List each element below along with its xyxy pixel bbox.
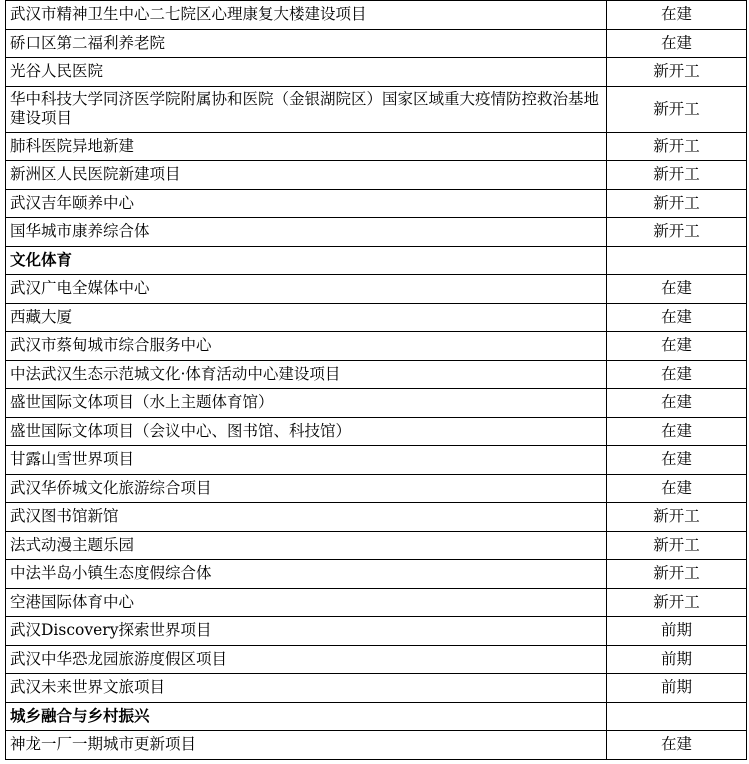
project-status-cell: 在建	[607, 474, 747, 503]
project-name-cell: 肺科医院异地新建	[6, 132, 607, 161]
project-status-cell: 在建	[607, 446, 747, 475]
project-name-cell: 武汉广电全媒体中心	[6, 275, 607, 304]
project-name-cell: 国华城市康养综合体	[6, 218, 607, 247]
table-row	[6, 58, 747, 87]
table-row	[6, 446, 747, 475]
project-name-cell: 盛世国际文体项目（会议中心、图书馆、科技馆）	[6, 417, 607, 446]
table-row	[6, 617, 747, 646]
table-row	[6, 218, 747, 247]
project-status-cell: 新开工	[607, 531, 747, 560]
table-row	[6, 560, 747, 589]
project-status-cell: 新开工	[607, 58, 747, 87]
table-row	[6, 645, 747, 674]
table-row	[6, 674, 747, 703]
project-status-cell: 在建	[607, 29, 747, 58]
project-status-cell: 新开工	[607, 588, 747, 617]
project-status-cell: 前期	[607, 645, 747, 674]
project-status-cell: 在建	[607, 1, 747, 30]
table-row	[6, 360, 747, 389]
project-name-cell: 中法武汉生态示范城文化·体育活动中心建设项目	[6, 360, 607, 389]
project-status-cell: 在建	[607, 389, 747, 418]
section-title: 城乡融合与乡村振兴	[6, 702, 607, 731]
table-row	[6, 474, 747, 503]
section-header-row	[6, 246, 747, 275]
project-table	[5, 0, 747, 760]
project-name-cell: 中法半岛小镇生态度假综合体	[6, 560, 607, 589]
project-name-cell: 甘露山雪世界项目	[6, 446, 607, 475]
project-name-cell: 武汉中华恐龙园旅游度假区项目	[6, 645, 607, 674]
project-name-cell: 硚口区第二福利养老院	[6, 29, 607, 58]
project-table-body	[6, 1, 747, 760]
project-name-cell: 西藏大厦	[6, 303, 607, 332]
project-name-cell: 武汉未来世界文旅项目	[6, 674, 607, 703]
project-name-cell: 武汉华侨城文化旅游综合项目	[6, 474, 607, 503]
project-status-cell: 在建	[607, 303, 747, 332]
project-name-cell: 新洲区人民医院新建项目	[6, 161, 607, 190]
table-row	[6, 1, 747, 30]
project-name-cell: 法式动漫主题乐园	[6, 531, 607, 560]
table-row	[6, 588, 747, 617]
project-status-cell	[607, 702, 747, 731]
project-name-cell: 武汉吉年颐养中心	[6, 189, 607, 218]
section-header-row	[6, 702, 747, 731]
table-row	[6, 531, 747, 560]
table-row	[6, 189, 747, 218]
project-name-cell: 武汉市精神卫生中心二七院区心理康复大楼建设项目	[6, 1, 607, 30]
project-name-cell: 武汉Discovery探索世界项目	[6, 617, 607, 646]
project-name-cell: 武汉市蔡甸城市综合服务中心	[6, 332, 607, 361]
project-name-cell: 盛世国际文体项目（水上主题体育馆）	[6, 389, 607, 418]
table-row	[6, 389, 747, 418]
project-status-cell	[607, 246, 747, 275]
table-row	[6, 132, 747, 161]
project-status-cell: 在建	[607, 731, 747, 760]
table-row	[6, 86, 747, 132]
table-row	[6, 503, 747, 532]
project-name-cell: 武汉图书馆新馆	[6, 503, 607, 532]
table-row	[6, 275, 747, 304]
project-status-cell: 前期	[607, 674, 747, 703]
project-status-cell: 在建	[607, 332, 747, 361]
project-status-cell: 新开工	[607, 161, 747, 190]
project-status-cell: 新开工	[607, 218, 747, 247]
table-row	[6, 332, 747, 361]
table-row	[6, 731, 747, 760]
section-title: 文化体育	[6, 246, 607, 275]
project-status-cell: 新开工	[607, 503, 747, 532]
project-status-cell: 在建	[607, 360, 747, 389]
project-status-cell: 新开工	[607, 86, 747, 132]
project-status-cell: 在建	[607, 417, 747, 446]
table-row	[6, 161, 747, 190]
project-status-cell: 前期	[607, 617, 747, 646]
project-name-cell: 神龙一厂一期城市更新项目	[6, 731, 607, 760]
project-status-cell: 新开工	[607, 189, 747, 218]
project-status-cell: 在建	[607, 275, 747, 304]
project-name-cell: 光谷人民医院	[6, 58, 607, 87]
project-name-cell: 空港国际体育中心	[6, 588, 607, 617]
table-row	[6, 417, 747, 446]
project-name-cell: 华中科技大学同济医学院附属协和医院（金银湖院区）国家区域重大疫情防控救治基地建设项目	[6, 86, 607, 132]
table-row	[6, 303, 747, 332]
project-status-cell: 新开工	[607, 560, 747, 589]
project-status-cell: 新开工	[607, 132, 747, 161]
table-row	[6, 29, 747, 58]
